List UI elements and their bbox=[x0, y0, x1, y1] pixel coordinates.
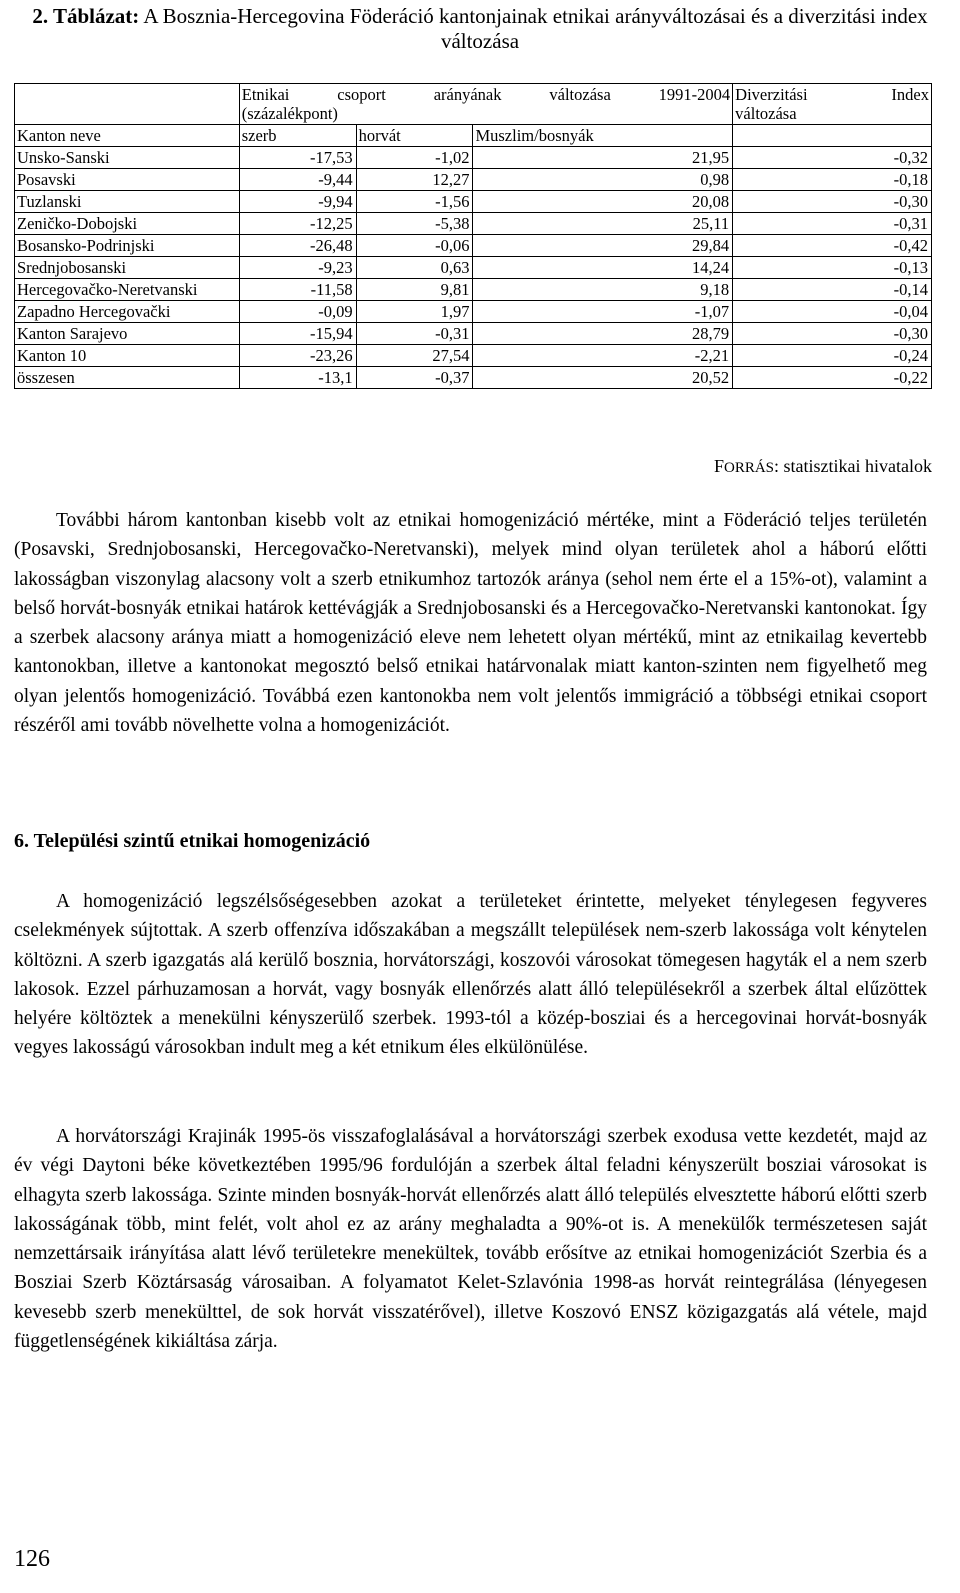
col-header-index bbox=[733, 125, 932, 147]
cell-muslim: 20,08 bbox=[473, 191, 733, 213]
cell-index: -0,22 bbox=[733, 367, 932, 389]
section-heading: 6. Települési szintű etnikai homogenizáció bbox=[14, 830, 371, 852]
cell-kanton-name: Zapadno Hercegovački bbox=[15, 301, 240, 323]
cell-index: -0,30 bbox=[733, 323, 932, 345]
table-row bbox=[15, 323, 932, 345]
cell-kanton-name: Tuzlanski bbox=[15, 191, 240, 213]
cell-serb: -17,53 bbox=[239, 147, 356, 169]
cell-index: -0,31 bbox=[733, 213, 932, 235]
group-header-word: csoport bbox=[337, 85, 386, 104]
group-header-word: Etnikai bbox=[241, 85, 290, 104]
page-number: 126 bbox=[14, 1546, 50, 1572]
cell-croat: -5,38 bbox=[356, 213, 473, 235]
group-header-word: változása bbox=[549, 85, 611, 104]
cell-croat: -0,37 bbox=[356, 367, 473, 389]
cell-muslim: 28,79 bbox=[473, 323, 733, 345]
cell-index: -0,18 bbox=[733, 169, 932, 191]
cell-kanton-name: Zeničko-Dobojski bbox=[15, 213, 240, 235]
cell-muslim: 9,18 bbox=[473, 279, 733, 301]
col-header-name: Kanton neve bbox=[15, 125, 240, 147]
cell-kanton-name: Posavski bbox=[15, 169, 240, 191]
col-header-muslim: Muszlim/bosnyák bbox=[473, 125, 733, 147]
source-text: : statisztikai hivatalok bbox=[774, 456, 932, 476]
cell-croat: 1,97 bbox=[356, 301, 473, 323]
cell-index: -0,04 bbox=[733, 301, 932, 323]
cell-muslim: -1,07 bbox=[473, 301, 733, 323]
cell-croat: -0,06 bbox=[356, 235, 473, 257]
cell-muslim: 20,52 bbox=[473, 367, 733, 389]
cell-croat: 27,54 bbox=[356, 345, 473, 367]
diversity-header-line1 bbox=[735, 85, 929, 104]
cell-kanton-name: Hercegovačko-Neretvanski bbox=[15, 279, 240, 301]
cell-croat: 12,27 bbox=[356, 169, 473, 191]
table-row bbox=[15, 279, 932, 301]
cell-kanton-name: Srednjobosanski bbox=[15, 257, 240, 279]
paragraph-3: A horvátországi Krajinák 1995-ös visszafoglalásával a horvátországi szerbek exodusa vette kezdetét, majd az év végi Daytoni béke következtében 1995/96 fordulóján a szerbek által feladni kényszerült bosziai városokat is elhagyta szerb lakossága. Szinte minden bosnyák-horvát ellenőrzés alatt álló település elvesztette háború előtti szerb lakosságának több, mint felét, volt ahol ez az arány meghaladta a 90%-ot is. A menekülők természetesen saját nemzettársaik irányítása alatt lévő területekre menekültek, tovább erősítve az etnikai homogenizációt Szerbia és a Bosziai Szerb Köztársaság városaiban. A folyamatot Kelet-Szlavónia 1998-as horvát reintegrálása (lényegesen kevesebb szerb menekülttel, de sok horvát visszatérővel), illetve Koszovó ENSZ közigazgatás alá vétele, majd függetlenségének kikiáltása zárja. bbox=[14, 1126, 927, 1353]
empty-corner-cell bbox=[15, 84, 240, 125]
table-row bbox=[15, 191, 932, 213]
cell-kanton-name: összesen bbox=[15, 367, 240, 389]
table-row bbox=[15, 301, 932, 323]
group-header-word: arányának bbox=[433, 85, 502, 104]
cell-muslim: -2,21 bbox=[473, 345, 733, 367]
cell-croat: 0,63 bbox=[356, 257, 473, 279]
cell-serb: -23,26 bbox=[239, 345, 356, 367]
cell-index: -0,42 bbox=[733, 235, 932, 257]
index-word: Index bbox=[891, 85, 929, 104]
table-caption bbox=[0, 4, 960, 54]
group-header-line2: (százalékpont) bbox=[241, 104, 338, 123]
cell-serb: -9,94 bbox=[239, 191, 356, 213]
col-header-croat: horvát bbox=[356, 125, 473, 147]
cell-serb: -0,09 bbox=[239, 301, 356, 323]
table-row bbox=[15, 147, 932, 169]
cell-serb: -9,44 bbox=[239, 169, 356, 191]
cell-serb: -12,25 bbox=[239, 213, 356, 235]
table-row bbox=[15, 169, 932, 191]
table-row bbox=[15, 213, 932, 235]
paragraph-1: További három kantonban kisebb volt az etnikai homogenizáció mértéke, mint a Föderáció teljes területén (Posavski, Srednjobosanski, Hercegovačko-Neretvanski), melyek mind olyan területek ahol a háború előtti lakosságban viszonylag alacsony volt a szerb etnikumhoz tartozók aránya (sehol nem érte el a 15%-ot), valamint a belső horvát-bosnyák etnikai határok kettévágják a Srednjobosanski és a Hercegovačko-Neretvanski kantonokat. Így a szerbek alacsony aránya miatt a homogenizáció eleve nem lehetett olyan mértékű, mint az etnikailag kevertebb kantonokban, illetve a kantonokat megosztó belső etnikai határvonalak miatt kanton-szinten nem figyelhető meg olyan jelentős homogenizáció. Továbbá ezen kantonokba nem volt jelentős immigráció a többségi etnikai csoport részéről ami tovább növelhette volna a homogenizációt. bbox=[14, 510, 927, 737]
cell-croat: -1,56 bbox=[356, 191, 473, 213]
diversity-header-line2: változása bbox=[735, 104, 797, 123]
cell-serb: -9,23 bbox=[239, 257, 356, 279]
table-row bbox=[15, 257, 932, 279]
cell-croat: 9,81 bbox=[356, 279, 473, 301]
col-header-serb: szerb bbox=[239, 125, 356, 147]
cell-kanton-name: Kanton 10 bbox=[15, 345, 240, 367]
table-group-header-row bbox=[15, 84, 932, 125]
cell-muslim: 25,11 bbox=[473, 213, 733, 235]
group-header-cell bbox=[239, 84, 732, 125]
diversity-word: Diverzitási bbox=[735, 85, 808, 104]
paragraph-2: A homogenizáció legszélsőségesebben azokat a területeket érintette, melyeket ténylegesen fegyveres cselekmények sújtottak. A szerb offenzíva időszakában a megszállt települések nem-szerb lakossága volt kénytelen költözni. A szerb igazgatás alá kerülő bosznia, horvátországi, koszovói városokat tömegesen hagyták el a nem szerb lakosok. Ezzel párhuzamosan a horvát, vagy bosnyák ellenőrzés alatt álló településekről a szerbek által elűzöttek helyére költöztek a menekülni kényszerülő szerbek. 1993-tól a közép-bosziai és a hercegovinai horvát-bosnyák vegyes lakosságú városokban indult meg a két etnikum éles elkülönülése. bbox=[14, 891, 927, 1059]
cell-index: -0,14 bbox=[733, 279, 932, 301]
ethnic-change-table bbox=[14, 83, 932, 389]
cell-kanton-name: Bosansko-Podrinjski bbox=[15, 235, 240, 257]
cell-kanton-name: Unsko-Sanski bbox=[15, 147, 240, 169]
cell-kanton-name: Kanton Sarajevo bbox=[15, 323, 240, 345]
table-body bbox=[15, 147, 932, 389]
source-label-f: F bbox=[713, 456, 724, 476]
table-column-header-row bbox=[15, 125, 932, 147]
cell-muslim: 21,95 bbox=[473, 147, 733, 169]
cell-croat: -1,02 bbox=[356, 147, 473, 169]
cell-index: -0,32 bbox=[733, 147, 932, 169]
cell-muslim: 29,84 bbox=[473, 235, 733, 257]
cell-index: -0,30 bbox=[733, 191, 932, 213]
cell-muslim: 0,98 bbox=[473, 169, 733, 191]
table-row bbox=[15, 345, 932, 367]
cell-serb: -26,48 bbox=[239, 235, 356, 257]
table-row bbox=[15, 367, 932, 389]
table-source bbox=[714, 456, 932, 477]
cell-serb: -11,58 bbox=[239, 279, 356, 301]
group-header-line1 bbox=[242, 85, 730, 104]
diversity-header-cell bbox=[733, 84, 932, 125]
table-row bbox=[15, 235, 932, 257]
cell-serb: -15,94 bbox=[239, 323, 356, 345]
caption-title: A Bosznia-Hercegovina Föderáció kantonjainak etnikai arányváltozásai és a diverzitási index változása bbox=[143, 4, 928, 53]
cell-index: -0,13 bbox=[733, 257, 932, 279]
source-label-rest: ORRÁS bbox=[724, 460, 775, 476]
group-header-word: 1991-2004 bbox=[658, 85, 731, 104]
cell-serb: -13,1 bbox=[239, 367, 356, 389]
caption-number: 2. Táblázat: bbox=[32, 4, 140, 28]
cell-croat: -0,31 bbox=[356, 323, 473, 345]
cell-index: -0,24 bbox=[733, 345, 932, 367]
cell-muslim: 14,24 bbox=[473, 257, 733, 279]
